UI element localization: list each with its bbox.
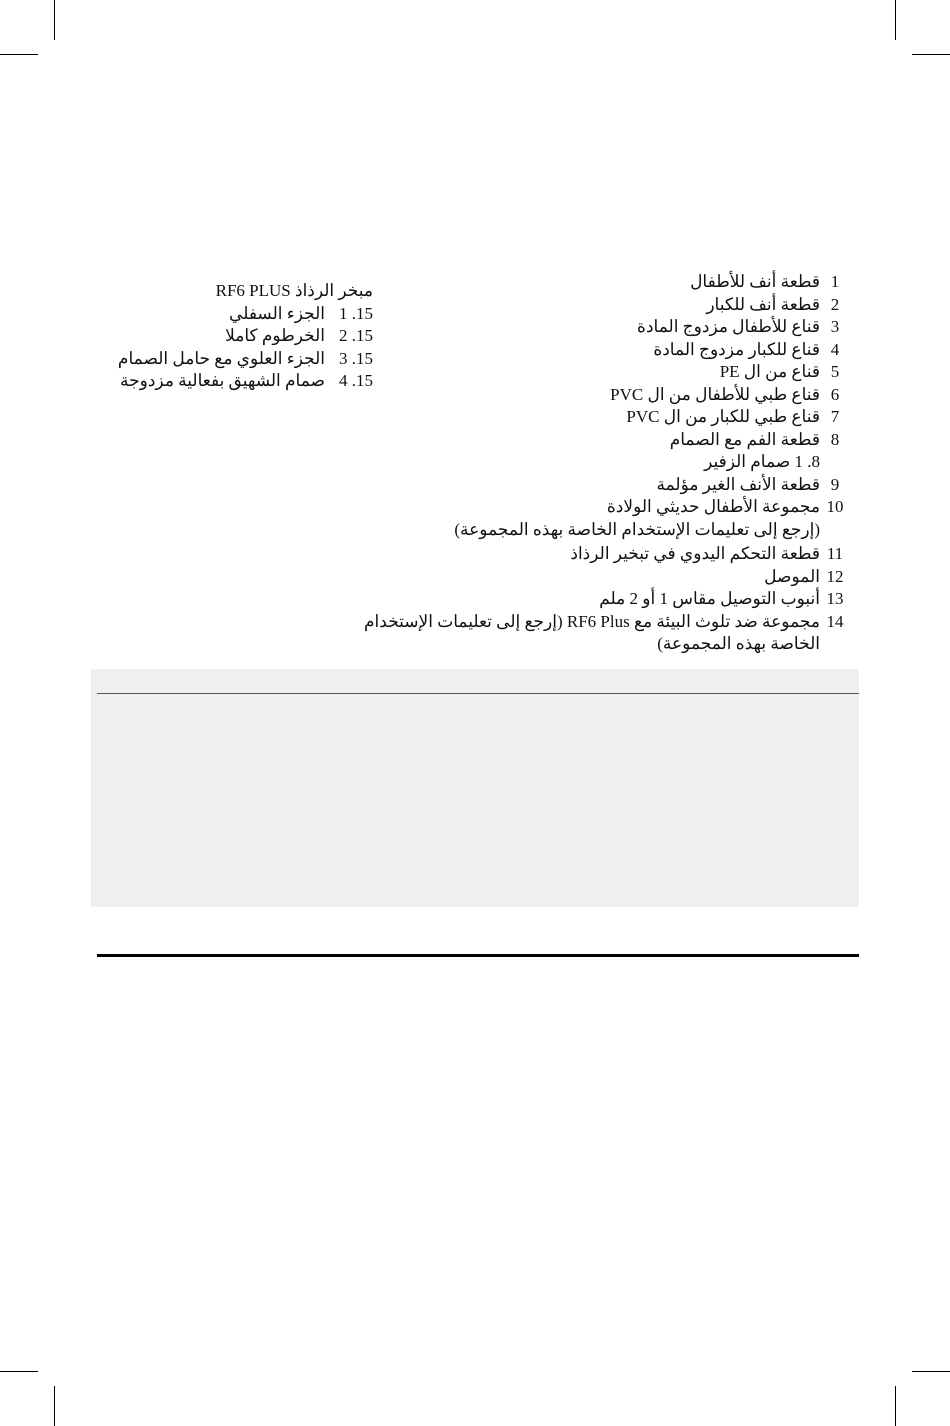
item-text: الجزء العلوي مع حامل الصمام bbox=[117, 348, 325, 368]
crop-mark-top-left-h bbox=[0, 54, 38, 55]
list-item bbox=[390, 406, 850, 429]
item-number: 15. 4 bbox=[339, 371, 373, 390]
crop-mark-top-right-h bbox=[912, 54, 950, 55]
list-item bbox=[113, 370, 373, 393]
item-number: 15. 3 bbox=[339, 348, 373, 368]
item-number: 15. 2 bbox=[339, 326, 373, 345]
item-number: 7 bbox=[830, 407, 840, 426]
list-item bbox=[113, 325, 373, 348]
item-text: أنبوب التوصيل مقاس 1 أو 2 ملم bbox=[599, 589, 820, 608]
item-text: الخرطوم كاملا bbox=[225, 326, 325, 345]
crop-mark-bottom-right-v bbox=[895, 1386, 896, 1426]
crop-mark-bottom-left-h bbox=[0, 1371, 38, 1372]
list-item bbox=[113, 348, 373, 371]
list-subitem bbox=[390, 451, 850, 474]
info-box bbox=[91, 669, 859, 907]
list-item bbox=[390, 316, 850, 339]
info-box-divider bbox=[97, 693, 859, 694]
list-item bbox=[390, 361, 850, 384]
item-number: 14 bbox=[826, 611, 844, 631]
item-text: قناع طبي للأطفال من ال PVC bbox=[610, 384, 820, 404]
crop-mark-top-left-v bbox=[54, 0, 55, 40]
list-item bbox=[390, 588, 850, 611]
parts-list bbox=[364, 271, 850, 656]
list-item bbox=[390, 496, 850, 519]
section-rule bbox=[97, 954, 859, 957]
item-text: قناع للكبار مزدوج المادة bbox=[653, 339, 820, 359]
list-item bbox=[390, 566, 850, 589]
item-number: 15. 1 bbox=[339, 303, 373, 323]
item-number: 11 bbox=[826, 544, 844, 563]
item-text: مجموعة ضد تلوث البيئة مع RF6 Plus (إرجع إلى تعليمات الإستخدام bbox=[364, 611, 820, 631]
list-item bbox=[390, 429, 850, 452]
crop-mark-top-right-v bbox=[895, 0, 896, 40]
item-text: قطعة التحكم اليدوي في تبخير الرذاذ bbox=[570, 544, 820, 563]
list-item bbox=[390, 474, 850, 497]
item-number: 5 bbox=[830, 362, 840, 381]
item-number: 1 bbox=[830, 272, 840, 291]
list-item-continuation bbox=[390, 519, 850, 542]
list-item bbox=[390, 339, 850, 362]
item-text: قناع من ال PE bbox=[719, 362, 820, 381]
item-text: قناع طبي للكبار من ال PVC bbox=[626, 407, 820, 426]
crop-mark-bottom-left-v bbox=[54, 1386, 55, 1426]
item-number: 10 bbox=[826, 497, 844, 516]
item-text: قطعة الفم مع الصمام bbox=[669, 429, 820, 449]
crop-mark-bottom-right-h bbox=[912, 1371, 950, 1372]
list-item bbox=[390, 543, 850, 566]
item-number: 3 bbox=[830, 317, 840, 336]
item-text: قطعة الأنف الغير مؤلمة bbox=[656, 474, 820, 494]
item-number: 4 bbox=[830, 339, 840, 359]
item-text: الجزء السفلي bbox=[229, 303, 325, 323]
item-number: 12 bbox=[826, 566, 844, 586]
subitem-text: 8. 1 صمام الزفير bbox=[704, 452, 820, 471]
item-continuation-text: (إرجع إلى تعليمات الإستخدام الخاصة بهذه المجموعة) bbox=[454, 519, 820, 539]
list-item bbox=[390, 294, 850, 317]
item-text: قطعة أنف للأطفال bbox=[690, 272, 820, 291]
item-text: الموصل bbox=[764, 566, 820, 586]
item-number: 9 bbox=[830, 474, 840, 494]
item-number: 6 bbox=[830, 384, 840, 404]
item-number: 13 bbox=[826, 589, 844, 608]
nebulizer-title: مبخر الرذاذ RF6 PLUS bbox=[215, 281, 373, 300]
list-item bbox=[364, 611, 850, 634]
list-item bbox=[390, 271, 850, 294]
item-number: 2 bbox=[830, 294, 840, 314]
item-continuation-text: الخاصة بهذه المجموعة) bbox=[657, 634, 820, 653]
list-item bbox=[390, 384, 850, 407]
list-item-continuation bbox=[390, 633, 850, 656]
item-text: قناع للأطفال مزدوج المادة bbox=[637, 317, 820, 336]
item-number: 8 bbox=[830, 429, 840, 449]
item-text: مجموعة الأطفال حديثي الولادة bbox=[606, 497, 820, 516]
item-text: قطعة أنف للكبار bbox=[706, 294, 820, 314]
list-item bbox=[113, 303, 373, 326]
item-text: صمام الشهيق بفعالية مزدوجة bbox=[120, 371, 325, 390]
nebulizer-parts bbox=[113, 280, 373, 393]
